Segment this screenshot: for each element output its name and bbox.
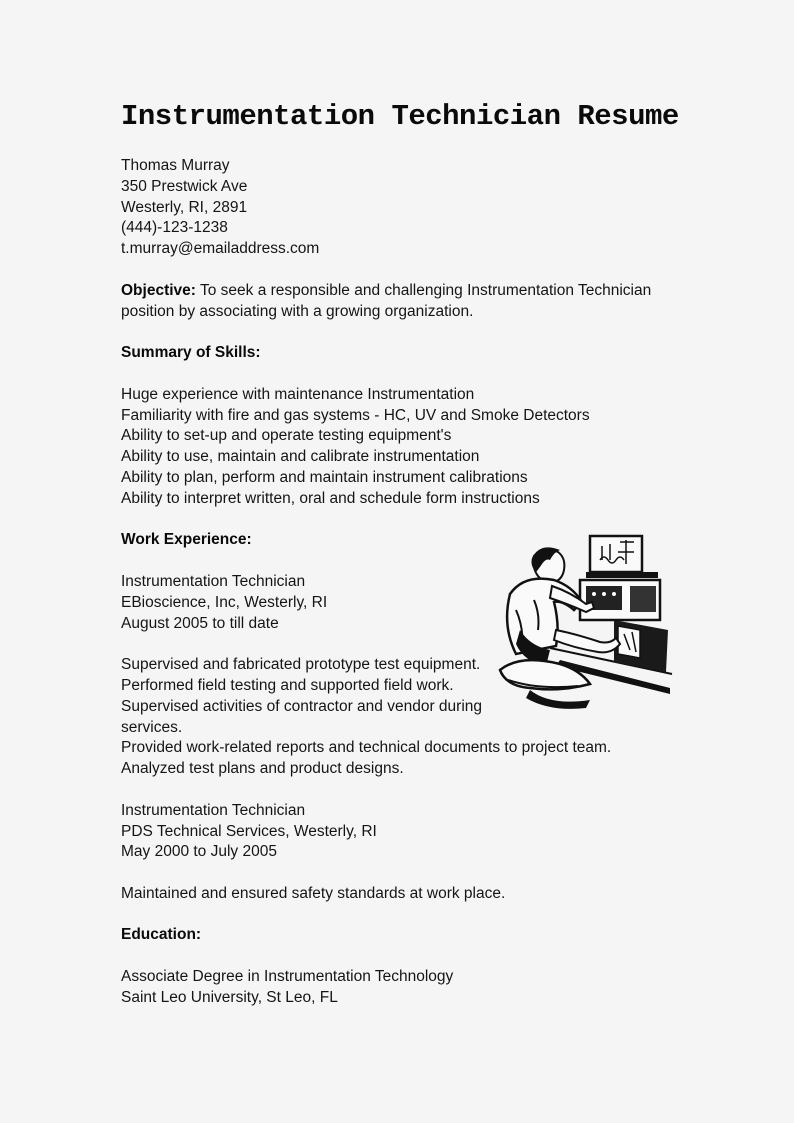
job-dates: August 2005 to till date (121, 614, 279, 632)
skill-item: Familiarity with fire and gas systems - HC, UV and Smoke Detectors (121, 406, 590, 424)
spacer (121, 905, 701, 926)
technician-at-instrument-panel-icon (490, 530, 675, 720)
job-entry (121, 801, 701, 905)
job-duty: services. (121, 718, 183, 736)
education-school: Saint Leo University, St Leo, FL (121, 988, 338, 1006)
education-degree: Associate Degree in Instrumentation Technology (121, 968, 454, 986)
spacer (121, 780, 701, 801)
job-duty: Analyzed test plans and product designs. (121, 760, 404, 778)
job-duty: Performed field testing and supported field work. (121, 676, 454, 694)
contact-name: Thomas Murray (121, 157, 230, 174)
job-duty: Provided work-related reports and technical documents to project team. (121, 739, 612, 757)
contact-city: Westerly, RI, 2891 (121, 198, 248, 216)
objective-label: Objective: (121, 281, 196, 299)
resume-title: Instrumentation Technician Resume (121, 100, 679, 133)
objective-line-2: position by associating with a growing organization. (121, 302, 474, 320)
spacer (121, 863, 701, 884)
skill-item: Ability to use, maintain and calibrate instrumentation (121, 448, 480, 466)
job-company: EBioscience, Inc, Westerly, RI (121, 593, 328, 611)
job-duty: Supervised and fabricated prototype test equipment. (121, 656, 481, 674)
objective-section (121, 281, 701, 323)
spacer (121, 946, 701, 967)
education-heading: Education: (121, 926, 202, 944)
job-title: Instrumentation Technician (121, 572, 306, 590)
skills-section (121, 343, 701, 509)
job-company: PDS Technical Services, Westerly, RI (121, 822, 377, 840)
contact-phone: (444)-123-1238 (121, 219, 228, 237)
contact-block (121, 156, 701, 260)
job-title: Instrumentation Technician (121, 801, 306, 819)
spacer (121, 364, 701, 385)
experience-heading: Work Experience: (121, 531, 252, 549)
contact-email: t.murray@emailaddress.com (121, 240, 320, 258)
skill-item: Huge experience with maintenance Instrumentation (121, 385, 475, 403)
technician-illustration (490, 530, 675, 720)
job-duty: Supervised activities of contractor and vendor during (121, 697, 483, 715)
skills-heading: Summary of Skills: (121, 344, 261, 362)
education-section (121, 925, 701, 1008)
job-duty: Maintained and ensured safety standards at work place. (121, 884, 506, 902)
job-dates: May 2000 to July 2005 (121, 843, 277, 861)
skill-item: Ability to plan, perform and maintain instrument calibrations (121, 468, 528, 486)
contact-address: 350 Prestwick Ave (121, 177, 248, 195)
objective-line-1 (121, 281, 701, 302)
spacer (121, 322, 701, 343)
spacer (121, 510, 701, 531)
skill-item: Ability to interpret written, oral and schedule form instructions (121, 489, 540, 507)
skill-item: Ability to set-up and operate testing equipment's (121, 427, 452, 445)
spacer (121, 260, 701, 281)
objective-text-1: To seek a responsible and challenging Instrumentation Technician (195, 281, 652, 299)
